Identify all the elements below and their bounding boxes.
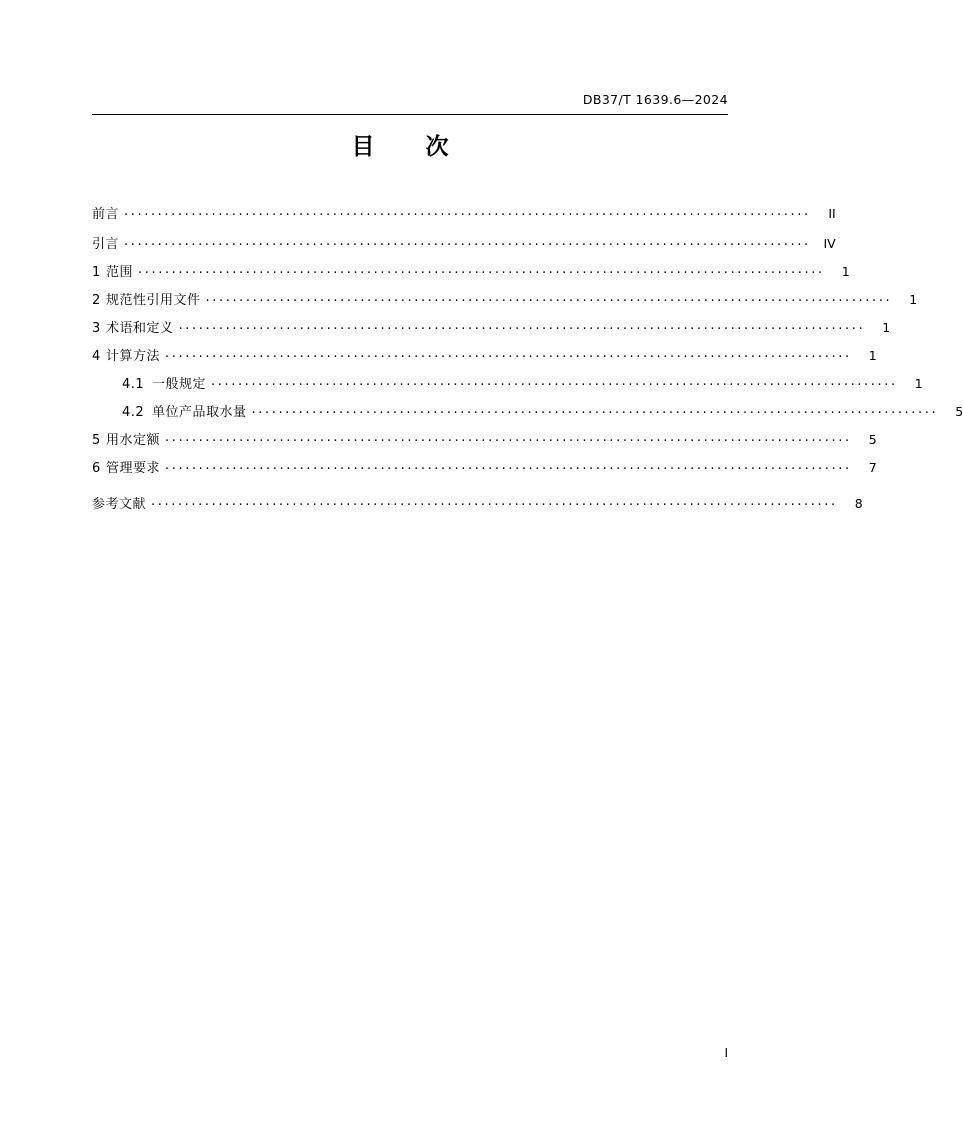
toc-entry-4-calculation-method[interactable]	[92, 342, 877, 370]
toc-entry-1-scope[interactable]	[92, 258, 850, 286]
standard-number-header: DB37/T 1639.6—2024	[582, 92, 728, 107]
toc-entry-label: 引言	[92, 237, 120, 252]
toc-entry-4-1-general-provisions[interactable]	[92, 370, 923, 398]
toc-entry-number: 4	[92, 349, 101, 364]
toc-entry-preface[interactable]	[92, 200, 836, 228]
toc-entry-label: 单位产品取水量	[152, 405, 247, 420]
toc-entry-page: 7	[868, 460, 877, 475]
toc-entry-5-water-quota[interactable]	[92, 426, 877, 454]
toc-dot-leader: ......................................................................................................	[151, 494, 838, 509]
toc-dot-leader: ......................................................................................................	[251, 402, 939, 417]
toc-entry-references[interactable]	[92, 490, 863, 518]
toc-dot-leader: ......................................................................................................	[124, 204, 811, 219]
toc-entry-2-normative-references[interactable]	[92, 286, 918, 314]
toc-entry-number: 5	[92, 433, 101, 448]
toc-entry-page: 1	[914, 376, 923, 391]
toc-entry-3-terms-definitions[interactable]	[92, 314, 891, 342]
toc-entry-number: 1	[92, 265, 101, 280]
toc-entry-label: 前言	[92, 207, 120, 222]
toc-entry-page: 1	[882, 320, 891, 335]
toc-dot-leader: ......................................................................................................	[205, 290, 893, 305]
toc-dot-leader: ......................................................................................................	[124, 234, 811, 249]
toc-entry-page: 8	[854, 496, 863, 511]
toc-entry-label: 一般规定	[152, 377, 207, 392]
toc-entry-page: 1	[909, 292, 918, 307]
toc-dot-leader: ......................................................................................................	[165, 430, 852, 445]
page-title: 目 次	[351, 134, 463, 160]
toc-dot-leader: ......................................................................................................	[165, 458, 852, 473]
toc-entry-number: 4.2	[122, 405, 145, 420]
toc-entry-label: 参考文献	[92, 497, 147, 512]
toc-entry-page: II	[828, 206, 836, 221]
toc-dot-leader: ......................................................................................................	[138, 262, 825, 277]
toc-entry-label: 用水定额	[106, 433, 161, 448]
toc-entry-label: 术语和定义	[106, 321, 174, 336]
toc-entry-page: 1	[841, 264, 850, 279]
header-rule	[92, 114, 728, 115]
toc-entry-page: 5	[955, 404, 963, 419]
toc-entry-introduction[interactable]	[92, 230, 836, 258]
toc-dot-leader: ......................................................................................................	[211, 374, 898, 389]
toc-entry-page: 5	[868, 432, 877, 447]
toc-entry-number: 3	[92, 321, 101, 336]
toc-entry-label: 范围	[106, 265, 134, 280]
footer-page-number: I	[724, 1046, 728, 1060]
toc-entry-label: 规范性引用文件	[106, 293, 201, 308]
toc-entry-page: IV	[823, 236, 836, 251]
toc-entry-number: 4.1	[122, 377, 145, 392]
toc-entry-4-2-unit-product-water-intake[interactable]	[92, 398, 963, 426]
toc-dot-leader: ......................................................................................................	[178, 318, 866, 333]
toc-entry-page: 1	[868, 348, 877, 363]
toc-entry-label: 计算方法	[106, 349, 161, 364]
table-of-contents	[92, 200, 963, 518]
toc-entry-number: 2	[92, 293, 101, 308]
toc-entry-6-management-requirements[interactable]	[92, 454, 877, 482]
toc-entry-number: 6	[92, 461, 101, 476]
toc-dot-leader: ......................................................................................................	[165, 346, 852, 361]
toc-entry-label: 管理要求	[106, 461, 161, 476]
